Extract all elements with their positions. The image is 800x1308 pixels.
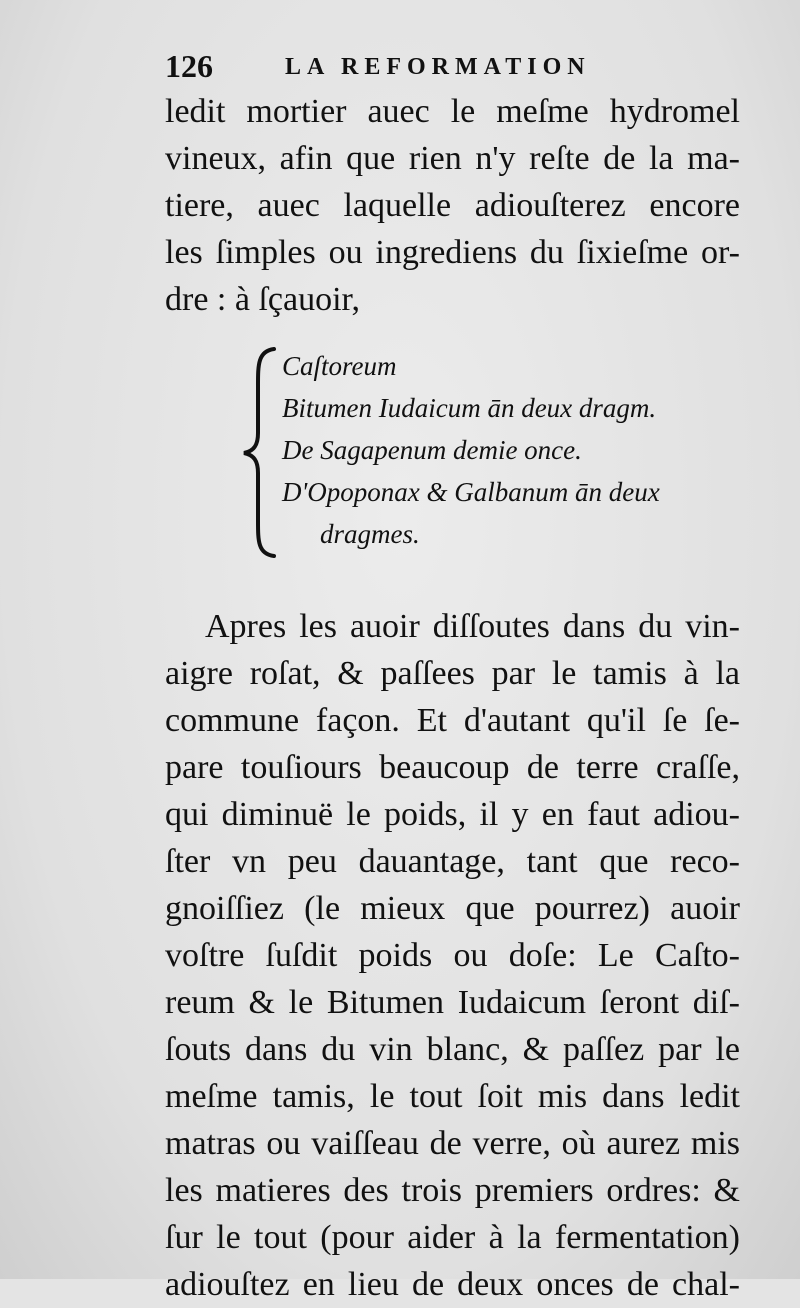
text-line: gnoiſſiez (le mieux que pourrez) auoir (165, 890, 740, 927)
page-number: 126 (165, 48, 213, 84)
recipe-item: De Sagapenum demie once. (282, 435, 582, 465)
page-header (165, 48, 645, 88)
text-line: reum & le Bitumen Iudaicum ſeront diſ- (165, 984, 740, 1021)
text-line: ſouts dans du vin blanc, & paſſez par le (165, 1031, 740, 1068)
text-line: vineux, afin que rien n'y reſte de la ma- (165, 140, 740, 177)
text-line: dre : à ſçauoir, (165, 281, 360, 318)
text-line: meſme tamis, le tout ſoit mis dans ledit (165, 1078, 740, 1115)
recipe-item: dragmes. (320, 519, 420, 549)
text-line: adiouſtez en lieu de deux onces de chal- (165, 1266, 740, 1303)
recipe-item: Caſtoreum (282, 351, 397, 381)
text-line: ſter vn peu dauantage, tant que reco- (165, 843, 740, 880)
curly-brace-icon (240, 345, 280, 560)
text-line: les matieres des trois premiers ordres: & (165, 1172, 740, 1209)
running-title: LA REFORMATION (285, 54, 591, 80)
text-line: Apres les auoir diſſoutes dans du vin- (205, 608, 740, 645)
recipe-item: Bitumen Iudaicum ān deux dragm. (282, 393, 657, 423)
text-line: matras ou vaiſſeau de verre, où aurez mis (165, 1125, 740, 1162)
text-line: pare touſiours beaucoup de terre craſſe, (165, 749, 740, 786)
text-line: commune façon. Et d'autant qu'il ſe ſe- (165, 702, 740, 739)
text-line: voſtre ſuſdit poids ou doſe: Le Caſto- (165, 937, 740, 974)
text-line: qui diminuë le poids, il y en faut adiou- (165, 796, 740, 833)
text-line: ſur le tout (pour aider à la fermentation) (165, 1219, 740, 1256)
text-line: aigre roſat, & paſſees par le tamis à la (165, 655, 740, 692)
text-line: les ſimples ou ingrediens du ſixieſme or- (165, 234, 740, 271)
paragraph-2 (165, 603, 740, 1308)
text-line: tiere, auec laquelle adiouſterez encore (165, 187, 740, 224)
text-line: ledit mortier auec le meſme hydromel (165, 93, 740, 130)
recipe-item: D'Opoponax & Galbanum ān deux (282, 477, 660, 507)
paragraph-1 (165, 88, 740, 323)
recipe-list (240, 345, 760, 560)
